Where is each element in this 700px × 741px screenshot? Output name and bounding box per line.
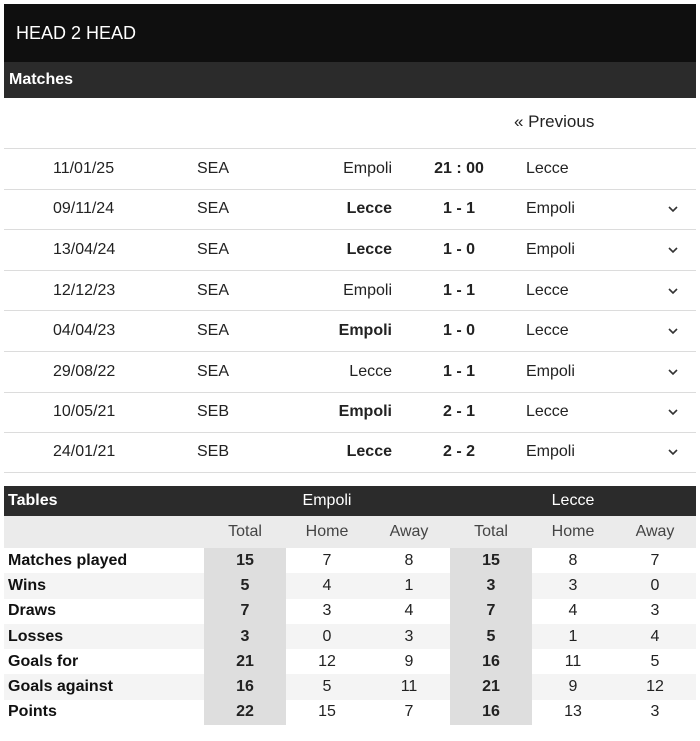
match-home-team: Empoli bbox=[343, 281, 392, 299]
stats-row bbox=[4, 624, 696, 649]
chevron-down-icon[interactable] bbox=[666, 202, 680, 216]
stats-cell: 7 bbox=[486, 602, 496, 620]
match-row[interactable] bbox=[4, 310, 696, 351]
match-score: 21 : 00 bbox=[434, 159, 484, 177]
stats-cell: 3 bbox=[240, 627, 250, 645]
match-away-team: Lecce bbox=[526, 322, 569, 340]
stats-row-label: Goals against bbox=[8, 678, 113, 696]
match-competition: SEA bbox=[197, 362, 230, 380]
stats-row bbox=[4, 548, 696, 573]
match-date: 29/08/22 bbox=[53, 362, 116, 380]
standings-tables bbox=[4, 486, 696, 725]
match-score: 1 - 0 bbox=[442, 322, 475, 340]
match-away-team: Empoli bbox=[526, 200, 575, 218]
stats-row-label: Wins bbox=[8, 576, 47, 594]
stats-cell: 3 bbox=[568, 576, 578, 594]
stats-cell: 7 bbox=[650, 551, 660, 569]
match-away-team: Empoli bbox=[526, 240, 575, 258]
pagination-row bbox=[4, 98, 696, 148]
stats-cell: 5 bbox=[486, 627, 496, 645]
stats-cell: 3 bbox=[404, 627, 414, 645]
previous-link[interactable]: « Previous bbox=[514, 112, 595, 131]
match-score: 1 - 0 bbox=[442, 240, 475, 258]
stats-cell: 16 bbox=[482, 652, 500, 670]
stats-cell: 11 bbox=[564, 652, 582, 670]
stats-cell: 1 bbox=[568, 627, 578, 645]
match-date: 04/04/23 bbox=[53, 322, 116, 340]
stats-row-label: Draws bbox=[8, 602, 57, 620]
match-competition: SEA bbox=[197, 240, 230, 258]
match-score: 2 - 2 bbox=[442, 443, 475, 461]
stats-cell: 21 bbox=[482, 678, 500, 696]
match-row[interactable] bbox=[4, 392, 696, 433]
matches-title: Matches bbox=[9, 71, 74, 88]
h2h-header bbox=[4, 4, 696, 62]
stats-row bbox=[4, 674, 696, 699]
column-header: Total bbox=[228, 523, 262, 540]
stats-cell: 3 bbox=[486, 576, 496, 594]
match-row[interactable] bbox=[4, 229, 696, 270]
stats-cell: 7 bbox=[404, 703, 414, 721]
match-list bbox=[4, 148, 696, 473]
match-home-team: Lecce bbox=[346, 200, 392, 218]
stats-cell: 3 bbox=[650, 602, 660, 620]
chevron-down-icon[interactable] bbox=[666, 445, 680, 459]
stats-cell: 4 bbox=[568, 602, 578, 620]
match-row[interactable] bbox=[4, 270, 696, 311]
stats-cell: 15 bbox=[236, 551, 254, 569]
match-home-team: Lecce bbox=[346, 443, 392, 461]
match-score: 1 - 1 bbox=[442, 281, 475, 299]
stats-cell: 1 bbox=[404, 576, 414, 594]
column-header: Away bbox=[389, 523, 429, 540]
chevron-down-icon[interactable] bbox=[666, 324, 680, 338]
stats-cell: 11 bbox=[400, 678, 418, 696]
match-away-team: Empoli bbox=[526, 362, 575, 380]
column-header: Home bbox=[305, 523, 349, 540]
stats-row-label: Losses bbox=[8, 627, 64, 645]
match-score: 2 - 1 bbox=[442, 403, 475, 421]
stats-cell: 16 bbox=[482, 703, 500, 721]
match-competition: SEA bbox=[197, 322, 230, 340]
stats-cell: 9 bbox=[404, 652, 414, 670]
match-home-team: Empoli bbox=[338, 403, 392, 421]
stats-cell: 12 bbox=[318, 652, 336, 670]
stats-row bbox=[4, 599, 696, 624]
match-away-team: Lecce bbox=[526, 281, 569, 299]
stats-row-label: Goals for bbox=[8, 652, 79, 670]
match-home-team: Empoli bbox=[343, 159, 392, 177]
match-home-team: Empoli bbox=[338, 322, 392, 340]
stats-row-label: Points bbox=[8, 703, 57, 721]
stats-cell: 5 bbox=[240, 576, 250, 594]
stats-cell: 5 bbox=[322, 678, 332, 696]
head-to-head-widget bbox=[4, 4, 696, 473]
match-date: 09/11/24 bbox=[53, 200, 115, 218]
stats-cell: 4 bbox=[322, 576, 332, 594]
match-competition: SEA bbox=[197, 200, 230, 218]
stats-cell: 7 bbox=[322, 551, 332, 569]
h2h-title: HEAD 2 HEAD bbox=[16, 22, 137, 43]
match-score: 1 - 1 bbox=[442, 200, 475, 218]
match-date: 24/01/21 bbox=[53, 443, 116, 461]
match-date: 11/01/25 bbox=[53, 159, 115, 177]
stats-cell: 21 bbox=[236, 652, 254, 670]
tables-header bbox=[4, 486, 696, 516]
team2-name: Lecce bbox=[551, 492, 595, 509]
stats-cell: 22 bbox=[236, 703, 254, 721]
stats-cell: 3 bbox=[322, 602, 332, 620]
stats-cell: 4 bbox=[650, 627, 660, 645]
stats-cell: 0 bbox=[650, 576, 660, 594]
stats-row-label: Matches played bbox=[8, 551, 128, 569]
stats-cell: 8 bbox=[404, 551, 414, 569]
column-header: Home bbox=[551, 523, 595, 540]
stats-cell: 8 bbox=[568, 551, 578, 569]
match-row[interactable] bbox=[4, 189, 696, 230]
match-score: 1 - 1 bbox=[442, 362, 475, 380]
tables-title: Tables bbox=[8, 492, 58, 509]
stats-cell: 7 bbox=[240, 602, 250, 620]
match-competition: SEA bbox=[197, 159, 230, 177]
stats-cell: 13 bbox=[564, 703, 582, 721]
match-competition: SEA bbox=[197, 281, 230, 299]
match-row[interactable] bbox=[4, 351, 696, 392]
chevron-down-icon[interactable] bbox=[666, 405, 680, 419]
match-away-team: Empoli bbox=[526, 443, 575, 461]
stats-cell: 5 bbox=[650, 652, 660, 670]
team1-name: Empoli bbox=[302, 492, 352, 509]
column-header: Away bbox=[635, 523, 675, 540]
chevron-down-icon[interactable] bbox=[666, 365, 680, 379]
stats-cell: 9 bbox=[568, 678, 578, 696]
stats-row bbox=[4, 573, 696, 598]
chevron-down-icon[interactable] bbox=[666, 243, 680, 257]
stats-cell: 15 bbox=[318, 703, 336, 721]
stats-cell: 3 bbox=[650, 703, 660, 721]
match-date: 10/05/21 bbox=[53, 403, 116, 421]
match-row[interactable] bbox=[4, 432, 696, 473]
match-date: 12/12/23 bbox=[53, 281, 116, 299]
match-competition: SEB bbox=[197, 443, 230, 461]
match-competition: SEB bbox=[197, 403, 230, 421]
stats-cell: 0 bbox=[322, 627, 332, 645]
tables-column-headers bbox=[4, 516, 696, 548]
stats-row bbox=[4, 649, 696, 674]
match-date: 13/04/24 bbox=[53, 240, 116, 258]
match-row bbox=[4, 148, 696, 189]
tables-body bbox=[4, 548, 696, 725]
stats-cell: 16 bbox=[236, 678, 254, 696]
chevron-down-icon[interactable] bbox=[666, 284, 680, 298]
stats-row bbox=[4, 700, 696, 725]
match-away-team: Lecce bbox=[526, 159, 569, 177]
stats-cell: 12 bbox=[646, 678, 664, 696]
matches-section-header bbox=[4, 62, 696, 98]
stats-cell: 15 bbox=[482, 551, 500, 569]
match-home-team: Lecce bbox=[346, 240, 392, 258]
stats-cell: 4 bbox=[404, 602, 414, 620]
match-away-team: Lecce bbox=[526, 403, 569, 421]
column-header: Total bbox=[474, 523, 508, 540]
match-home-team: Lecce bbox=[349, 362, 392, 380]
